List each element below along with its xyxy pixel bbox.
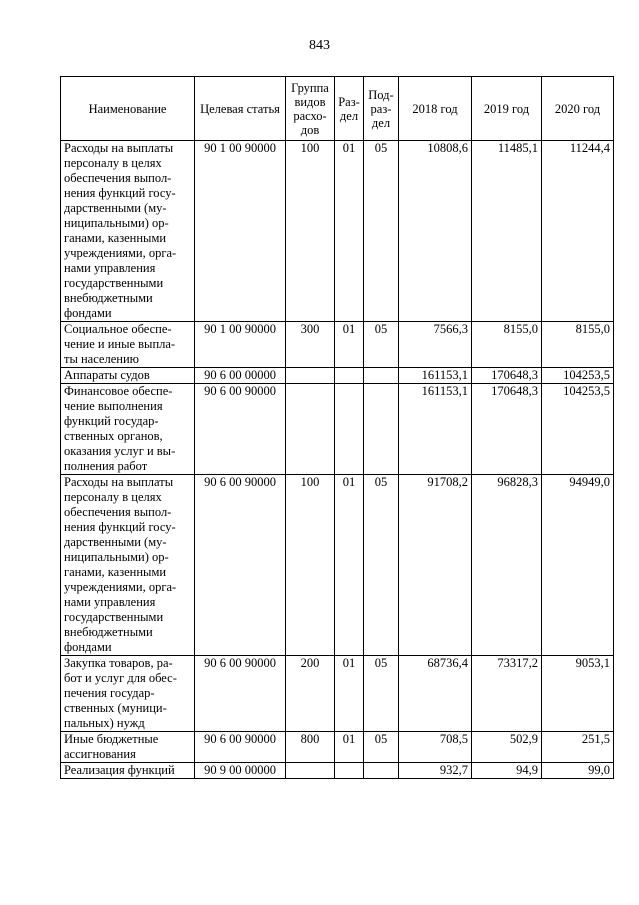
cell-section xyxy=(335,384,364,475)
cell-2019: 502,9 xyxy=(472,732,542,763)
cell-target-article: 90 6 00 90000 xyxy=(195,732,286,763)
cell-expense-group: 100 xyxy=(286,475,335,656)
cell-2019: 73317,2 xyxy=(472,656,542,732)
cell-subsection: 05 xyxy=(364,656,399,732)
cell-section: 01 xyxy=(335,475,364,656)
table-row xyxy=(61,322,614,368)
cell-2018: 708,5 xyxy=(399,732,472,763)
cell-subsection xyxy=(364,763,399,779)
cell-2018: 932,7 xyxy=(399,763,472,779)
cell-expense-group: 100 xyxy=(286,141,335,322)
cell-2018: 161153,1 xyxy=(399,384,472,475)
cell-subsection: 05 xyxy=(364,141,399,322)
cell-target-article: 90 9 00 00000 xyxy=(195,763,286,779)
cell-target-article: 90 6 00 00000 xyxy=(195,368,286,384)
cell-2018: 10808,6 xyxy=(399,141,472,322)
cell-expense-group: 800 xyxy=(286,732,335,763)
cell-name: Расходы на выплаты персоналу в целях обеспечения выпол- нения функций госу- дарственными (му- ниципальными) ор- ганами, казенными учреждениями, орга- нами управления государственными внебюджетными фондами xyxy=(61,475,195,656)
cell-2019: 11485,1 xyxy=(472,141,542,322)
table-row xyxy=(61,368,614,384)
cell-2020: 99,0 xyxy=(542,763,614,779)
cell-target-article: 90 6 00 90000 xyxy=(195,475,286,656)
cell-section xyxy=(335,368,364,384)
cell-2019: 170648,3 xyxy=(472,384,542,475)
cell-expense-group xyxy=(286,384,335,475)
cell-2020: 251,5 xyxy=(542,732,614,763)
cell-name: Иные бюджетные ассигнования xyxy=(61,732,195,763)
page-number: 843 xyxy=(309,38,330,53)
table-body xyxy=(61,141,614,779)
cell-subsection: 05 xyxy=(364,322,399,368)
cell-expense-group xyxy=(286,368,335,384)
cell-2020: 104253,5 xyxy=(542,368,614,384)
cell-name: Финансовое обеспе- чение выполнения функций государ- ственных органов, оказания услуг и вы- полнения работ xyxy=(61,384,195,475)
cell-2018: 161153,1 xyxy=(399,368,472,384)
cell-2020: 104253,5 xyxy=(542,384,614,475)
table-row xyxy=(61,384,614,475)
cell-section: 01 xyxy=(335,656,364,732)
cell-name: Расходы на выплаты персоналу в целях обеспечения выпол- нения функций госу- дарственными (му- ниципальными) ор- ганами, казенными учреждениями, орга- нами управления государственными внебюджетными фондами xyxy=(61,141,195,322)
cell-2018: 91708,2 xyxy=(399,475,472,656)
header-year-2018: 2018 год xyxy=(399,77,472,141)
cell-target-article: 90 6 00 90000 xyxy=(195,656,286,732)
cell-2018: 7566,3 xyxy=(399,322,472,368)
cell-2020: 11244,4 xyxy=(542,141,614,322)
header-name: Наименование xyxy=(61,77,195,141)
table-row xyxy=(61,656,614,732)
cell-2020: 94949,0 xyxy=(542,475,614,656)
budget-table xyxy=(60,76,614,779)
cell-subsection: 05 xyxy=(364,475,399,656)
cell-2019: 94,9 xyxy=(472,763,542,779)
header-section: Раз- дел xyxy=(335,77,364,141)
header-target-article: Целевая статья xyxy=(195,77,286,141)
cell-2020: 8155,0 xyxy=(542,322,614,368)
table-row xyxy=(61,475,614,656)
cell-target-article: 90 6 00 90000 xyxy=(195,384,286,475)
cell-expense-group: 300 xyxy=(286,322,335,368)
table-row xyxy=(61,141,614,322)
table-header-row xyxy=(61,77,614,141)
header-year-2019: 2019 год xyxy=(472,77,542,141)
header-year-2020: 2020 год xyxy=(542,77,614,141)
cell-expense-group: 200 xyxy=(286,656,335,732)
cell-2019: 96828,3 xyxy=(472,475,542,656)
table-row xyxy=(61,732,614,763)
cell-subsection xyxy=(364,368,399,384)
cell-target-article: 90 1 00 90000 xyxy=(195,322,286,368)
cell-name: Аппараты судов xyxy=(61,368,195,384)
cell-section: 01 xyxy=(335,732,364,763)
cell-2020: 9053,1 xyxy=(542,656,614,732)
cell-subsection: 05 xyxy=(364,732,399,763)
cell-name: Реализация функций xyxy=(61,763,195,779)
cell-section: 01 xyxy=(335,322,364,368)
header-subsection: Под- раз- дел xyxy=(364,77,399,141)
cell-section: 01 xyxy=(335,141,364,322)
cell-section xyxy=(335,763,364,779)
cell-name: Закупка товаров, ра- бот и услуг для обес- печения государ- ственных (муници- пальных) нужд xyxy=(61,656,195,732)
cell-2019: 170648,3 xyxy=(472,368,542,384)
cell-2018: 68736,4 xyxy=(399,656,472,732)
cell-target-article: 90 1 00 90000 xyxy=(195,141,286,322)
header-expense-group: Группа видов расхо- дов xyxy=(286,77,335,141)
table-row xyxy=(61,763,614,779)
cell-subsection xyxy=(364,384,399,475)
cell-expense-group xyxy=(286,763,335,779)
cell-name: Социальное обеспе- чение и иные выпла- ты населению xyxy=(61,322,195,368)
cell-2019: 8155,0 xyxy=(472,322,542,368)
